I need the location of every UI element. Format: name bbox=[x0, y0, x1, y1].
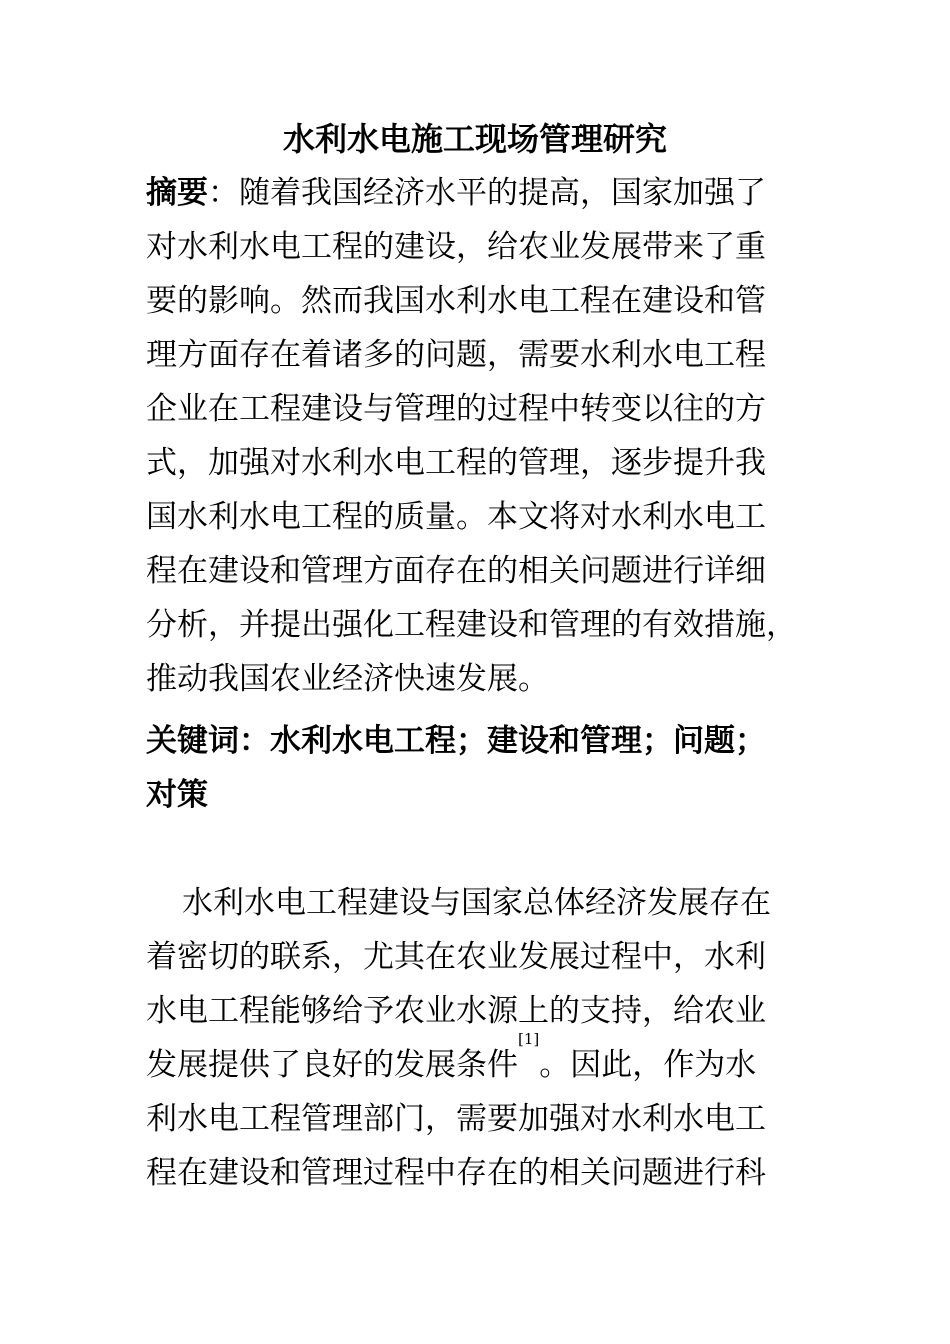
document-title: 水利水电施工现场管理研究 bbox=[282, 120, 667, 158]
keywords-line: 对策 bbox=[146, 777, 208, 813]
abstract-line: 分析，并提出强化工程建设和管理的有效措施， bbox=[146, 607, 797, 643]
abstract-line: 式，加强对水利水电工程的管理，逐步提升我 bbox=[146, 445, 766, 481]
paragraph-line: 着密切的联系，尤其在农业发展过程中，水利 bbox=[146, 939, 766, 975]
paragraph-line: 水利水电工程建设与国家总体经济发展存在 bbox=[182, 885, 771, 921]
keywords-section bbox=[146, 714, 806, 822]
abstract-line: 国水利水电工程的质量。本文将对水利水电工 bbox=[146, 499, 766, 535]
abstract-line: 要的影响。然而我国水利水电工程在建设和管 bbox=[146, 283, 766, 319]
abstract-line: 程在建设和管理方面存在的相关问题进行详细 bbox=[146, 553, 766, 589]
abstract-line: 企业在工程建设与管理的过程中转变以往的方 bbox=[146, 391, 766, 427]
citation-reference: [1] bbox=[518, 1030, 540, 1048]
abstract-section bbox=[146, 166, 806, 706]
abstract-text: 随着我国经济水平的提高，国家加强了 bbox=[239, 175, 766, 211]
abstract-line bbox=[146, 166, 806, 220]
body-paragraph bbox=[146, 876, 806, 1200]
paragraph-line bbox=[146, 1030, 806, 1092]
abstract-label: 摘要 bbox=[146, 175, 208, 211]
paragraph-line: 水电工程能够给予农业水源上的支持，给农业 bbox=[146, 993, 766, 1029]
abstract-line: 理方面存在着诸多的问题，需要水利水电工程 bbox=[146, 337, 766, 373]
paragraph-text: 发展提供了良好的发展条件 bbox=[146, 1047, 518, 1083]
paragraph-text: 。因此，作为水 bbox=[539, 1047, 757, 1083]
abstract-line: 推动我国农业经济快速发展。 bbox=[146, 661, 549, 697]
abstract-separator: ： bbox=[208, 175, 239, 211]
paragraph-line: 利水电工程管理部门，需要加强对水利水电工 bbox=[146, 1101, 766, 1137]
abstract-line: 对水利水电工程的建设，给农业发展带来了重 bbox=[146, 229, 766, 265]
keywords-line: 关键词：水利水电工程；建设和管理；问题； bbox=[146, 723, 766, 759]
paragraph-line: 程在建设和管理过程中存在的相关问题进行科 bbox=[146, 1155, 766, 1191]
